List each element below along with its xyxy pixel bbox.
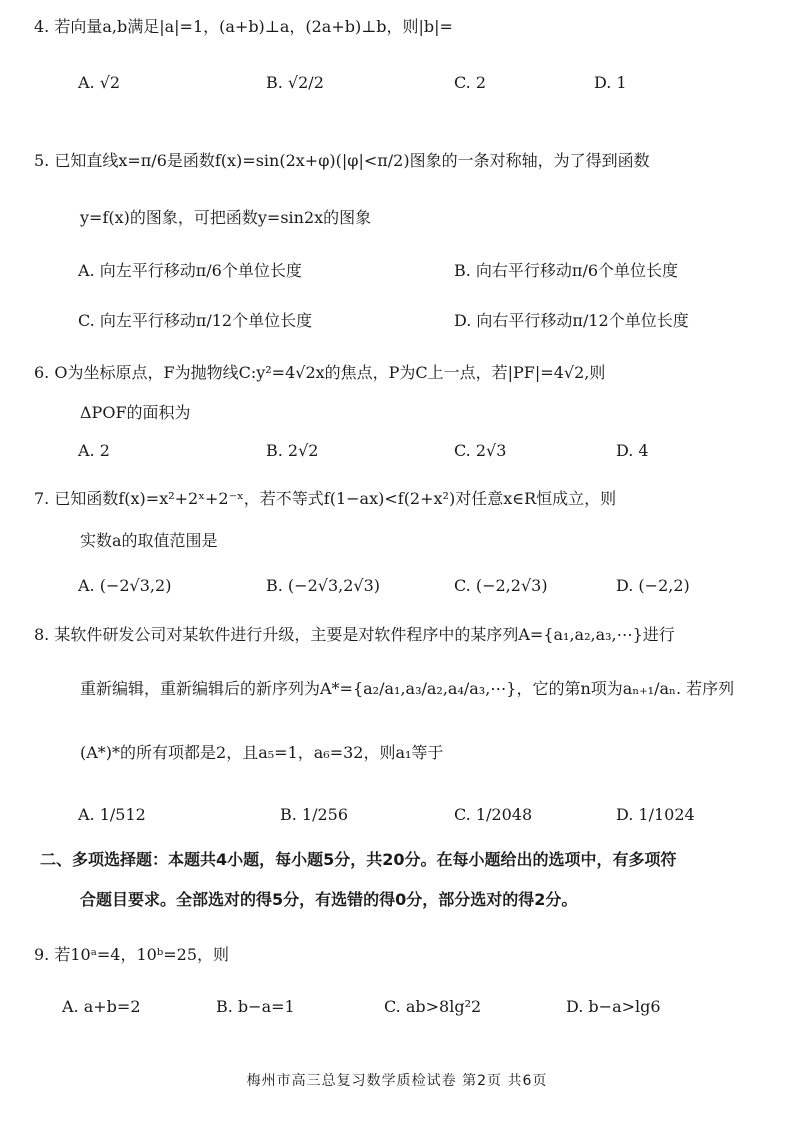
q8-stem-line3: (A*)*的所有项都是2，且a₅=1，a₆=32，则a₁等于 [80, 743, 444, 762]
q8-option-a: A. 1/512 [78, 805, 146, 824]
q7-option-b: B. (−2√3,2√3) [266, 576, 381, 595]
q5-option-d: D. 向右平行移动π/12个单位长度 [454, 311, 689, 330]
q4-option-b: B. √2/2 [266, 73, 324, 92]
q7-stem-line2: 实数a的取值范围是 [80, 531, 218, 550]
q5-stem-line2: y=f(x)的图象，可把函数y=sin2x的图象 [80, 208, 372, 227]
q4-option-c: C. 2 [454, 73, 487, 92]
q6-option-c: C. 2√3 [454, 441, 507, 460]
q6-option-a: A. 2 [78, 441, 110, 460]
q5-option-b: B. 向右平行移动π/6个单位长度 [454, 261, 679, 280]
q8-option-c: C. 1/2048 [454, 805, 533, 824]
q7-stem: 7. 已知函数f(x)=x²+2ˣ+2⁻ˣ，若不等式f(1−ax)<f(2+x²)对任意x∈R恒成立，则 [34, 489, 617, 508]
q7-option-a: A. (−2√3,2) [78, 576, 172, 595]
q9-option-a: A. a+b=2 [62, 997, 141, 1016]
q6-stem: 6. O为坐标原点，F为抛物线C:y²=4√2x的焦点，P为C上一点，若|PF|=4√2,则 [34, 363, 606, 382]
q5-option-c: C. 向左平行移动π/12个单位长度 [78, 311, 313, 330]
q5-option-a: A. 向左平行移动π/6个单位长度 [78, 261, 302, 280]
q5-stem: 5. 已知直线x=π/6是函数f(x)=sin(2x+φ)(|φ|<π/2)图象的一条对称轴，为了得到函数 [34, 151, 650, 170]
q6-option-b: B. 2√2 [266, 441, 319, 460]
q4-option-a: A. √2 [78, 73, 121, 92]
q8-option-d: D. 1/1024 [616, 805, 695, 824]
section2-heading-line1: 二、多项选择题：本题共4小题，每小题5分，共20分。在每小题给出的选项中，有多项符 [40, 850, 677, 869]
q4-option-d: D. 1 [594, 73, 627, 92]
q9-option-c: C. ab>8lg²2 [384, 997, 482, 1016]
section2-heading-line2: 合题目要求。全部选对的得5分，有选错的得0分，部分选对的得2分。 [80, 890, 578, 909]
q9-stem: 9. 若10ᵃ=4，10ᵇ=25，则 [34, 945, 229, 964]
q4-stem: 4. 若向量a,b满足|a|=1，(a+b)⊥a，(2a+b)⊥b，则|b|= [34, 17, 453, 36]
q9-option-b: B. b−a=1 [216, 997, 295, 1016]
page-footer: 梅州市高三总复习数学质检试卷 第2页 共6页 [246, 1073, 548, 1089]
q6-stem-line2: ΔPOF的面积为 [80, 403, 191, 422]
q8-stem-line2: 重新编辑，重新编辑后的新序列为A*={a₂/a₁,a₃/a₂,a₄/a₃,⋯}，它的第n项为aₙ₊₁/aₙ. 若序列 [80, 679, 735, 698]
q8-stem: 8. 某软件研发公司对某软件进行升级，主要是对软件程序中的某序列A={a₁,a₂,a₃,⋯}进行 [34, 625, 675, 644]
q7-option-c: C. (−2,2√3) [454, 576, 548, 595]
q9-option-d: D. b−a>lg6 [566, 997, 661, 1016]
q8-option-b: B. 1/256 [280, 805, 349, 824]
q6-option-d: D. 4 [616, 441, 649, 460]
q7-option-d: D. (−2,2) [616, 576, 690, 595]
